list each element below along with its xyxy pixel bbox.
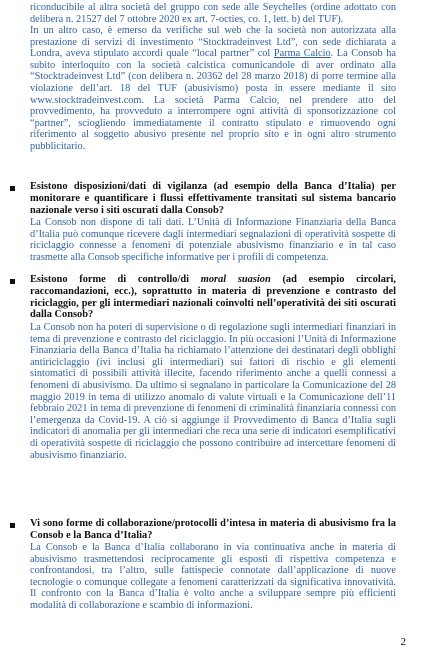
bullet-q3 — [10, 523, 15, 528]
paragraph-stocktradeinvest-part-b: . La Consob ha subito interloquito con la società calcistica comunicandole di aver ordinato alla “Stocktradeinvest Ltd” (con delibera n. 20362 del 28 marzo 2018) di porre termine alla violazione dell’art. 18 del TUF (abusivismo) posta in essere mediante il sito www.stocktradeinvest.com. La società Parma Calcio, nel prendere atto del provvedimento, ha provveduto a interrompere ogni attività di sponsorizzazione col “partner”, sciogliendo immediatamente il contratto stipulato e rimuovendo ogni riferimento al soggetto abusivo presente nel proprio sito e in ogni altro strumento pubblicitario. — [30, 48, 396, 152]
question-2-part-a: Esistono forme di controllo/di — [30, 274, 201, 285]
question-2 — [30, 274, 396, 321]
parma-calcio-link[interactable]: Parma Calcio — [273, 48, 331, 60]
bullet-q2 — [10, 279, 15, 284]
bullet-q1 — [10, 186, 15, 191]
paragraph-seychelles: riconducibile al altra società del gruppo con sede alle Seychelles (ordine adottato con delibera n. 21527 del 7 ottobre 2020 ex art. 7-octies, co. 1, lett. b) del TUF). — [30, 2, 396, 25]
answer-1: La Consob non dispone di tali dati. L’Unità di Informazione Finanziaria della Banca d’Italia può comunque ricevere dagli intermediari segnalazioni di operatività sospette di riciclaggio connesse a fenomeni di potenziale abusivismo finanziario e in tal caso trasmette alla Consob specifiche informative per i profili di competenza. — [30, 217, 396, 263]
page-number: 2 — [400, 636, 406, 648]
question-3: Vi sono forme di collaborazione/protocolli d’intesa in materia di abusivismo fra la Consob e la Banca d’Italia? — [30, 518, 396, 541]
question-2-emphasis: moral suasion — [200, 274, 271, 285]
answer-2: La Consob non ha poteri di supervisione o di regolazione sugli intermediari finanziari in tema di prevenzione e contrasto del riciclaggio. In più occasioni l’Unità di Informazione Finanziaria della Banca d’Italia ha richiamato l’attenzione dei destinatari degli obblighi antiriciclaggio (ivi inclusi gli intermediari) sui fattori di rischio e gli elementi sintomatici di possibili attività illecite, facendo riferimento anche a quelli connessi a fenomeni di abusivismo. Da ultimo si segnalano in particolare la Comunicazione del 28 maggio 2019 in tema di utilizzo anomalo di valute virtuali e la Comunicazione dell’11 febbraio 2021 in tema di prevenzione di fenomeni di criminalità finanziaria connessi con l’emergenza da Covid-19. A ciò si aggiunge il Provvedimento di Banca d’Italia sugli indicatori di anomalia per gli intermediari che reca una serie di indicatori esemplificativi di operatività sospette di riciclaggio che possono contribuire ad intercettare fenomeni di abusivismo finanziario. — [30, 322, 396, 461]
answer-3: La Consob e la Banca d’Italia collaborano in via continuativa anche in materia di abusivismo trasmettendosi reciprocamente gli esposti di rispettiva competenza e confrontandosi, tra l’altro, sulle fattispecie connotate dall’applicazione di nuove tecnologie o comunque collegate a fenomeni caratterizzati da significativa innovatività. Il confronto con la Banca d’Italia è volto anche a sviluppare sempre più efficienti modalità di collaborazione e scambio di informazioni. — [30, 542, 396, 611]
question-1: Esistono disposizioni/dati di vigilanza (ad esempio della Banca d’Italia) per monitorare e quantificare i flussi effettivamente transitati sul sistema bancario nazionale verso i siti oscurati dalla Consob? — [30, 181, 396, 216]
question-2-part-b: (ad esempio circolari, raccomandazioni, ecc.), soprattutto in materia di prevenzione e contrasto del riciclaggio, per gli intermediari nazionali coinvolti nell’operatività dei siti oscurati dalla Consob? — [30, 274, 396, 321]
paragraph-stocktradeinvest — [30, 25, 396, 153]
paragraph-stocktradeinvest-part-a: In un altro caso, è emerso da verifiche sul web che la società non autorizzata alla prestazione di servizi di investimento “Stocktradeinvest Ltd”, con sede dichiarata a Londra, aveva stipulato accordi quale “local partner” col — [30, 25, 396, 60]
